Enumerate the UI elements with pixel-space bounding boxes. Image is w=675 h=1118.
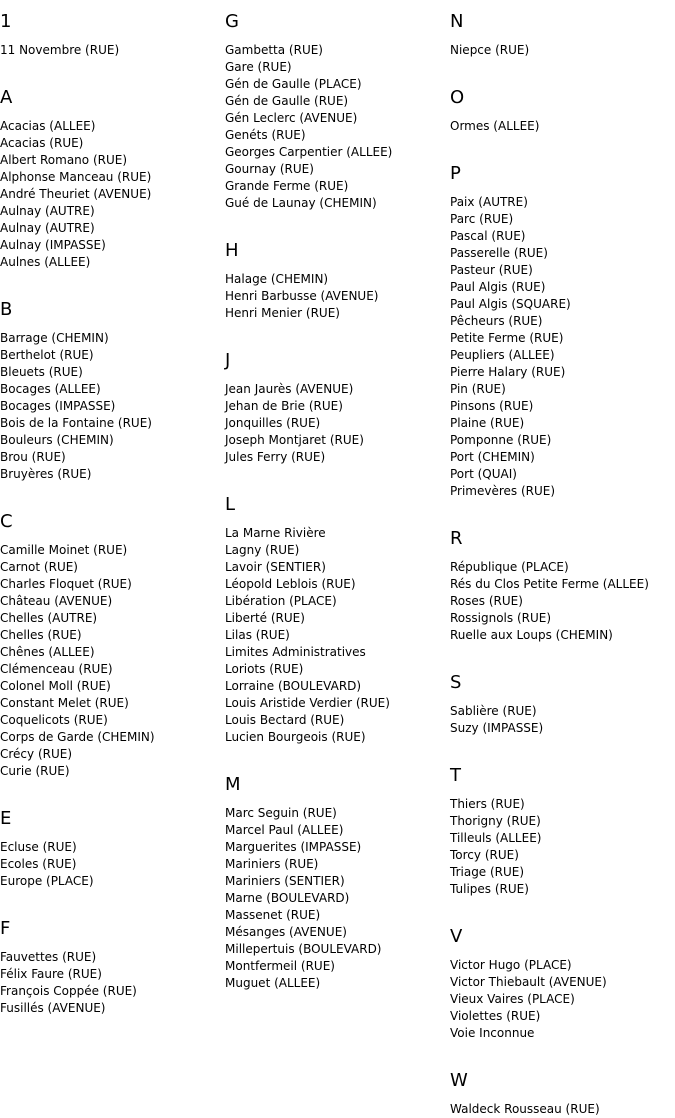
street-name: Chênes (ALLEE) [0, 645, 95, 659]
street-name: Charles Floquet (RUE) [0, 577, 132, 591]
street-name: Albert Romano (RUE) [0, 153, 128, 167]
street-name: Sablière (RUE) [450, 704, 537, 718]
street-name: Marcel Paul (ALLEE) [225, 823, 344, 837]
street-name: Paul Algis (SQUARE) [450, 297, 571, 311]
street-name: Halage (CHEMIN) [225, 272, 329, 286]
section-letter-heading: F [0, 918, 11, 939]
street-name: Bocages (IMPASSE) [0, 399, 116, 413]
section-spacer [225, 322, 447, 339]
section-letter-heading: O [450, 87, 465, 108]
letter-section [450, 765, 675, 915]
section-letter-heading: L [225, 494, 236, 515]
street-name: Montfermeil (RUE) [225, 959, 335, 973]
street-name: Petite Ferme (RUE) [450, 331, 564, 345]
letter-section [0, 11, 222, 76]
street-name: Muguet (ALLEE) [225, 976, 321, 990]
section-spacer [450, 898, 675, 915]
section-spacer [0, 483, 222, 500]
street-name: Passerelle (RUE) [450, 246, 548, 260]
street-name: Lagny (RUE) [225, 543, 300, 557]
section-letter-heading: S [450, 672, 462, 693]
letter-section [450, 163, 675, 517]
street-name: Jehan de Brie (RUE) [225, 399, 343, 413]
street-name: Pascal (RUE) [450, 229, 526, 243]
street-name: Berthelot (RUE) [0, 348, 94, 362]
street-name: Bois de la Fontaine (RUE) [0, 416, 152, 430]
street-name: Georges Carpentier (ALLEE) [225, 145, 393, 159]
street-name: Liberté (RUE) [225, 611, 305, 625]
street-name: Aulnes (ALLEE) [0, 255, 91, 269]
street-name: Suzy (IMPASSE) [450, 721, 544, 735]
street-name: Gournay (RUE) [225, 162, 314, 176]
section-letter-heading: R [450, 528, 463, 549]
street-name: Aulnay (AUTRE) [0, 221, 95, 235]
street-name: Brou (RUE) [0, 450, 66, 464]
street-name: Ruelle aux Loups (CHEMIN) [450, 628, 613, 642]
street-name: Bocages (ALLEE) [0, 382, 101, 396]
section-letter-heading: P [450, 163, 461, 184]
section-letter-heading: W [450, 1070, 468, 1091]
street-name: Corps de Garde (CHEMIN) [0, 730, 155, 744]
street-name: Gén de Gaulle (PLACE) [225, 77, 362, 91]
letter-section [0, 918, 222, 1017]
street-name: Parc (RUE) [450, 212, 514, 226]
street-name: Gué de Launay (CHEMIN) [225, 196, 377, 210]
section-letter-heading: B [0, 299, 13, 320]
street-name: Genéts (RUE) [225, 128, 306, 142]
section-spacer [0, 780, 222, 797]
street-name: Léopold Leblois (RUE) [225, 577, 356, 591]
street-name: Lavoir (SENTIER) [225, 560, 326, 574]
letter-section [450, 1070, 675, 1118]
section-spacer [0, 890, 222, 907]
street-name: Victor Thiebault (AVENUE) [450, 975, 607, 989]
street-name: Lilas (RUE) [225, 628, 290, 642]
street-name: Peupliers (ALLEE) [450, 348, 555, 362]
street-name: Torcy (RUE) [450, 848, 519, 862]
letter-section [225, 774, 447, 992]
street-name: Ecoles (RUE) [0, 857, 77, 871]
street-name: Pomponne (RUE) [450, 433, 552, 447]
section-letter-heading: J [225, 350, 231, 371]
street-name: Ecluse (RUE) [0, 840, 77, 854]
street-name: Crécy (RUE) [0, 747, 73, 761]
street-name: Massenet (RUE) [225, 908, 321, 922]
street-name: Acacias (ALLEE) [0, 119, 96, 133]
section-spacer [450, 737, 675, 754]
street-name: Pin (RUE) [450, 382, 506, 396]
street-name: Loriots (RUE) [225, 662, 304, 676]
section-spacer [225, 466, 447, 483]
street-name: Gén de Gaulle (RUE) [225, 94, 349, 108]
street-name: Limites Administratives [225, 645, 366, 659]
letter-section [0, 511, 222, 797]
street-name: Vieux Vaires (PLACE) [450, 992, 575, 1006]
street-name: Louis Bectard (RUE) [225, 713, 345, 727]
street-name: Millepertuis (BOULEVARD) [225, 942, 382, 956]
street-name: Pierre Halary (RUE) [450, 365, 566, 379]
street-name: Niepce (RUE) [450, 43, 530, 57]
street-name: Rés du Clos Petite Ferme (ALLEE) [450, 577, 649, 591]
section-spacer [450, 644, 675, 661]
section-spacer [450, 59, 675, 76]
street-name: Camille Moinet (RUE) [0, 543, 128, 557]
street-name: Fusillés (AVENUE) [0, 1001, 106, 1015]
street-name: République (PLACE) [450, 560, 569, 574]
letter-section [450, 926, 675, 1059]
section-letter-heading: M [225, 774, 241, 795]
street-name: Alphonse Manceau (RUE) [0, 170, 152, 184]
street-name: Aulnay (IMPASSE) [0, 238, 106, 252]
section-letter-heading: V [450, 926, 463, 947]
street-name: Gén Leclerc (AVENUE) [225, 111, 358, 125]
street-index-column-2 [225, 0, 447, 992]
street-name: Roses (RUE) [450, 594, 523, 608]
street-name: Marguerites (IMPASSE) [225, 840, 362, 854]
section-spacer [450, 135, 675, 152]
street-name: Gambetta (RUE) [225, 43, 323, 57]
street-name: Violettes (RUE) [450, 1009, 541, 1023]
street-index-column-1 [0, 0, 222, 1017]
street-name: Victor Hugo (PLACE) [450, 958, 572, 972]
street-name: Louis Aristide Verdier (RUE) [225, 696, 390, 710]
street-name: Paul Algis (RUE) [450, 280, 546, 294]
letter-section [225, 240, 447, 339]
street-name: Triage (RUE) [450, 865, 525, 879]
street-name: Pinsons (RUE) [450, 399, 534, 413]
street-name: Coquelicots (RUE) [0, 713, 108, 727]
street-name: Lucien Bourgeois (RUE) [225, 730, 366, 744]
section-letter-heading: A [0, 87, 13, 108]
section-letter-heading: N [450, 11, 464, 32]
letter-section [450, 672, 675, 754]
letter-section [450, 87, 675, 152]
letter-section [225, 350, 447, 483]
street-name: Pasteur (RUE) [450, 263, 533, 277]
street-name: Jules Ferry (RUE) [225, 450, 326, 464]
street-name: Gare (RUE) [225, 60, 292, 74]
street-name: Barrage (CHEMIN) [0, 331, 109, 345]
section-letter-heading: G [225, 11, 239, 32]
street-name: Mariniers (RUE) [225, 857, 319, 871]
street-name: Bleuets (RUE) [0, 365, 83, 379]
section-letter-heading: E [0, 808, 12, 829]
street-index-column-3 [450, 0, 675, 1118]
street-name: Chelles (AUTRE) [0, 611, 98, 625]
street-name: Bruyères (RUE) [0, 467, 92, 481]
street-name: Mariniers (SENTIER) [225, 874, 345, 888]
street-name: Curie (RUE) [0, 764, 70, 778]
street-name: Acacias (RUE) [0, 136, 84, 150]
section-letter-heading: 1 [0, 11, 12, 32]
street-name: Joseph Montjaret (RUE) [225, 433, 364, 447]
section-letter-heading: T [450, 765, 461, 786]
letter-section [450, 11, 675, 76]
street-name: Félix Faure (RUE) [0, 967, 102, 981]
street-name: Marne (BOULEVARD) [225, 891, 350, 905]
street-name: Jonquilles (RUE) [225, 416, 321, 430]
street-name: Voie Inconnue [450, 1026, 535, 1040]
street-name: Marc Seguin (RUE) [225, 806, 337, 820]
street-name: Ormes (ALLEE) [450, 119, 540, 133]
street-name: Waldeck Rousseau (RUE) [450, 1102, 600, 1116]
section-letter-heading: H [225, 240, 239, 261]
street-name: Clémenceau (RUE) [0, 662, 113, 676]
street-name: Libération (PLACE) [225, 594, 337, 608]
street-name: Jean Jaurès (AVENUE) [225, 382, 354, 396]
street-name: Aulnay (AUTRE) [0, 204, 95, 218]
letter-section [225, 11, 447, 229]
letter-section [0, 808, 222, 907]
section-spacer [0, 59, 222, 76]
street-name: Lorraine (BOULEVARD) [225, 679, 362, 693]
street-name: 11 Novembre (RUE) [0, 43, 120, 57]
section-letter-heading: C [0, 511, 13, 532]
street-name: Primevères (RUE) [450, 484, 556, 498]
letter-section [450, 528, 675, 661]
street-name: Thiers (RUE) [450, 797, 525, 811]
street-name: Tilleuls (ALLEE) [450, 831, 542, 845]
street-name: Mésanges (AVENUE) [225, 925, 347, 939]
letter-section [225, 494, 447, 763]
street-name: Europe (PLACE) [0, 874, 94, 888]
section-spacer [225, 212, 447, 229]
street-name: Bouleurs (CHEMIN) [0, 433, 114, 447]
section-spacer [450, 500, 675, 517]
letter-section [0, 299, 222, 500]
street-name: La Marne Rivière [225, 526, 326, 540]
street-name: Carnot (RUE) [0, 560, 78, 574]
letter-section [0, 87, 222, 288]
street-name: Port (CHEMIN) [450, 450, 535, 464]
street-name: Paix (AUTRE) [450, 195, 528, 209]
section-spacer [225, 746, 447, 763]
street-name: Port (QUAI) [450, 467, 517, 481]
section-spacer [0, 271, 222, 288]
street-name: Rossignols (RUE) [450, 611, 552, 625]
street-name: André Theuriet (AVENUE) [0, 187, 152, 201]
street-name: Tulipes (RUE) [450, 882, 529, 896]
section-spacer [450, 1042, 675, 1059]
street-name: Constant Melet (RUE) [0, 696, 129, 710]
street-name: Grande Ferme (RUE) [225, 179, 349, 193]
street-name: Chelles (RUE) [0, 628, 82, 642]
street-name: Henri Menier (RUE) [225, 306, 340, 320]
street-name: Henri Barbusse (AVENUE) [225, 289, 379, 303]
street-name: Thorigny (RUE) [450, 814, 541, 828]
street-name: Colonel Moll (RUE) [0, 679, 111, 693]
street-name: Château (AVENUE) [0, 594, 113, 608]
street-name: François Coppée (RUE) [0, 984, 137, 998]
street-name: Pêcheurs (RUE) [450, 314, 543, 328]
street-name: Plaine (RUE) [450, 416, 525, 430]
street-name: Fauvettes (RUE) [0, 950, 97, 964]
